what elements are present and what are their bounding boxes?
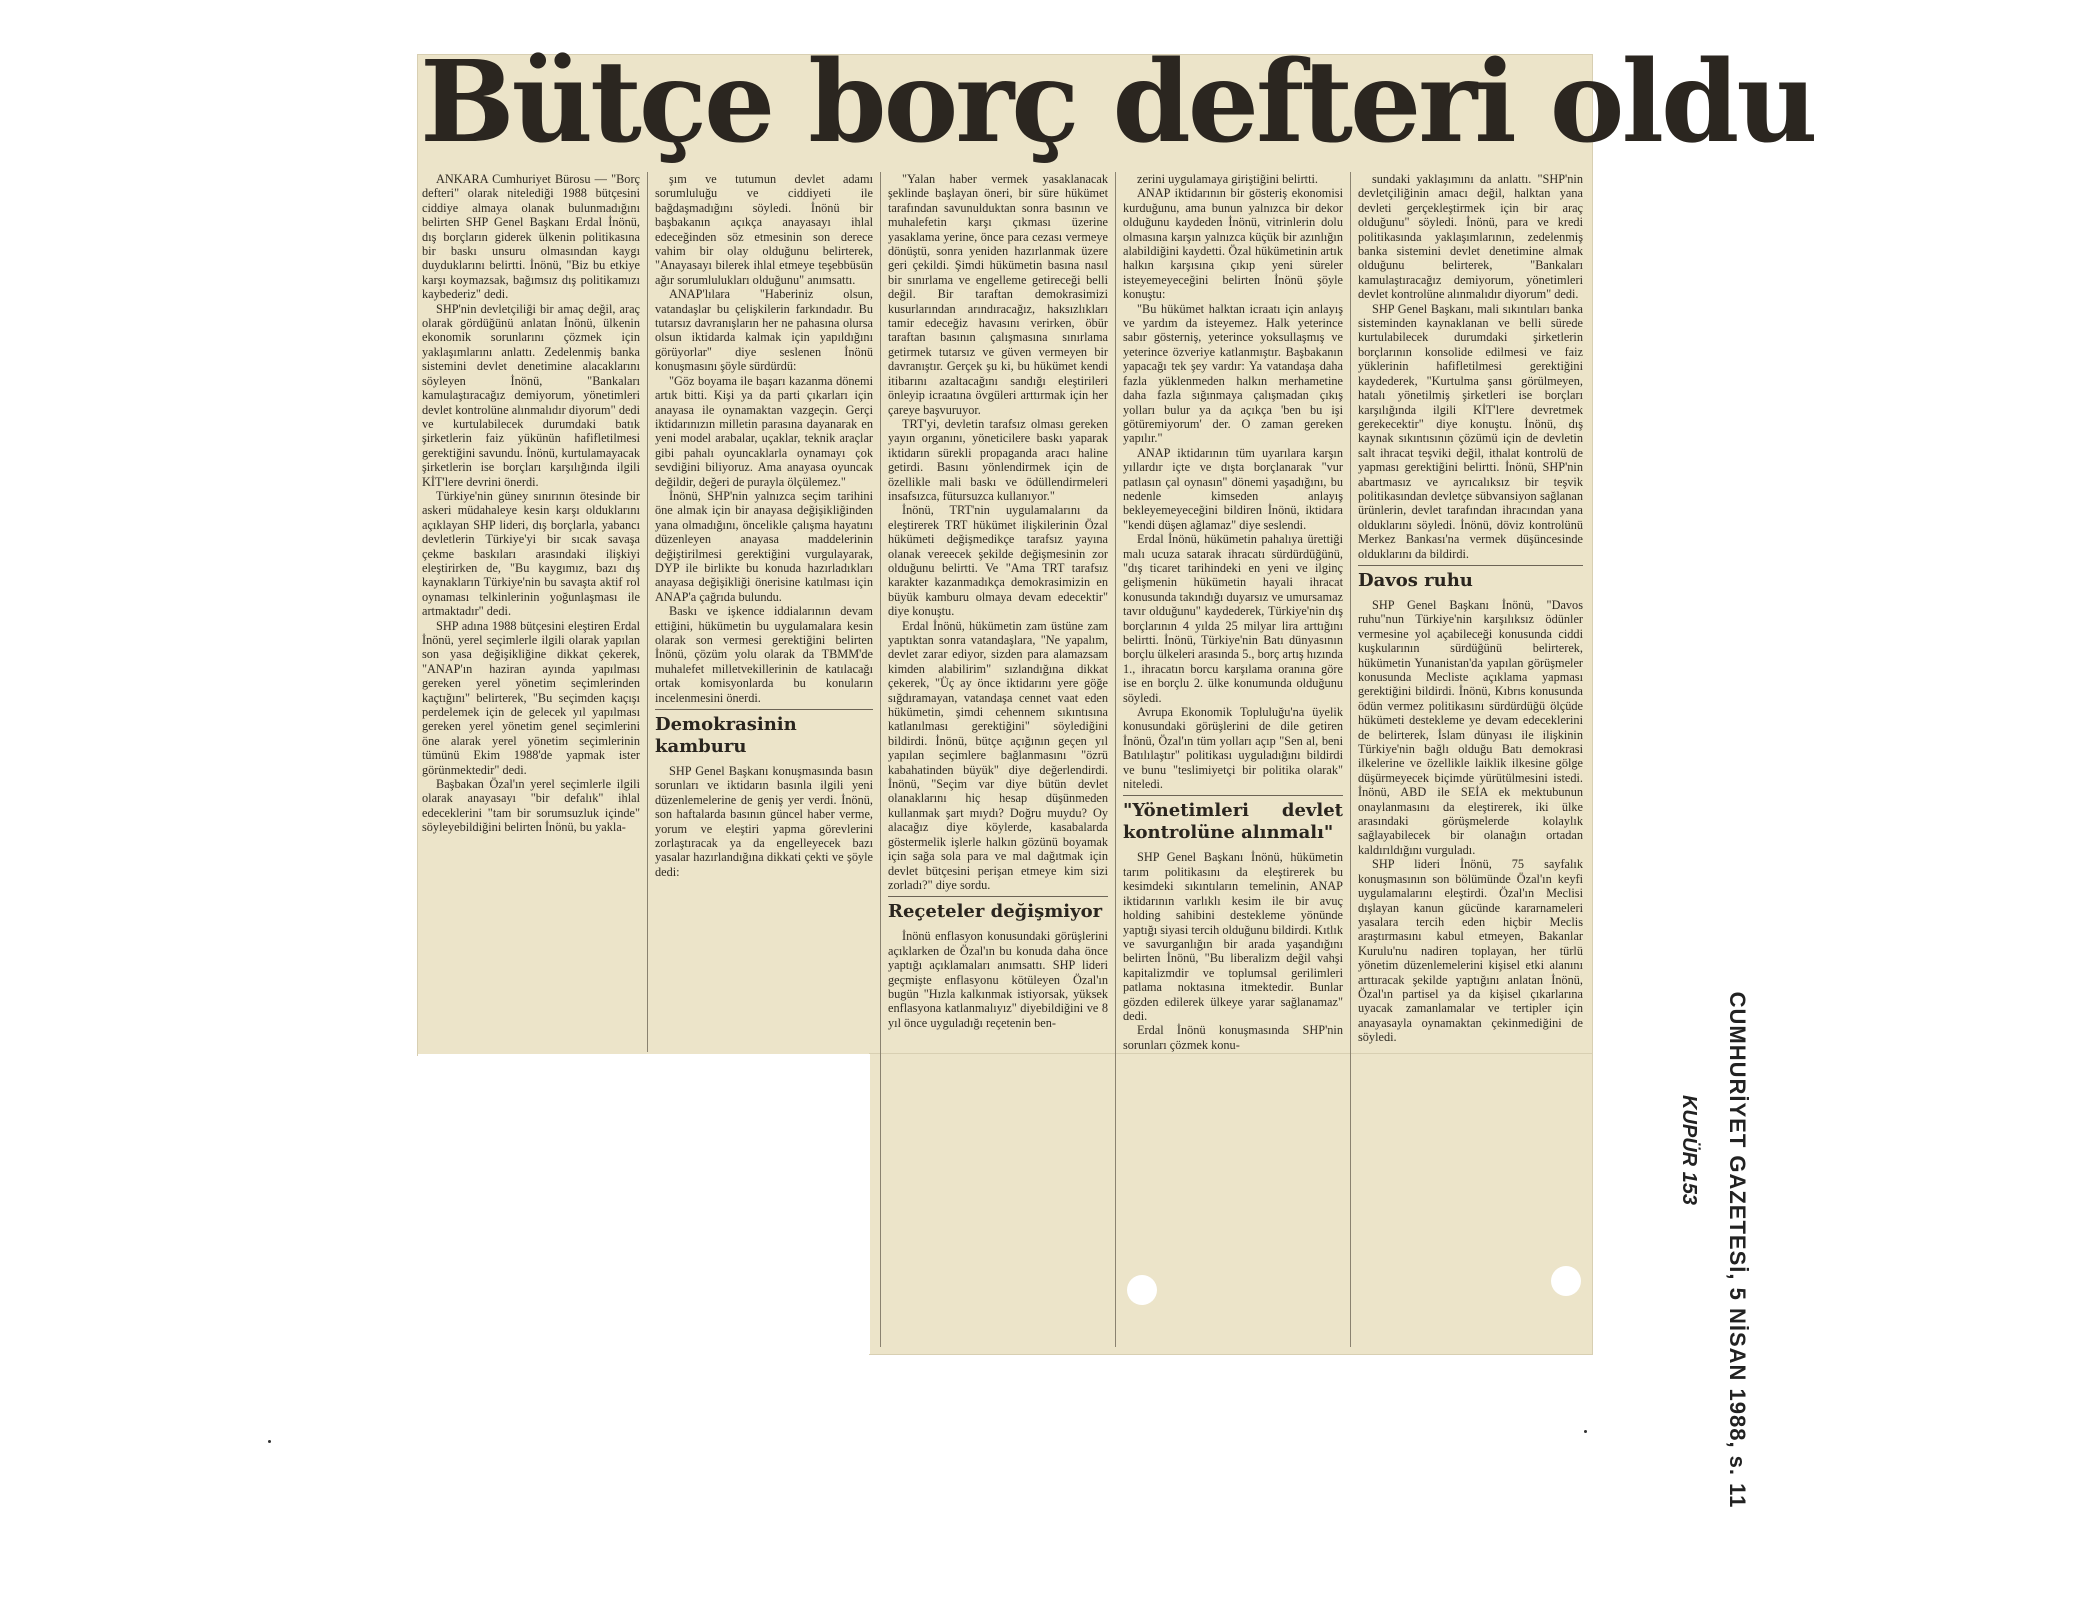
paragraph: İnönü enflasyon konusundaki görüşlerini açıklarken de Özal'ın bu konuda daha önce yaptığı açıklamaları anımsattı. SHP lideri geçmişte enflasyonu kötüleyen Özal'ın bugün "Hızla kalkınmak istiyorsak, yüksek enflasyona katlanmalıyız" diyebildiğini ve 8 yıl önce uyguladığı reçetenin ben-	[888, 929, 1108, 1030]
column-rule	[1350, 172, 1351, 1347]
article-column-5	[1358, 172, 1583, 1347]
paragraph: Baskı ve işkence iddialarının devam ettiğini, hükümetin bu uygulamalara kesin olarak son vermesi gerektiğini belirten İnönü, çözüm yolu olarak da TBMM'de muhalefet milletvekillerinin de katılacağı ortak komisyonlarda bu konuların incelenmesini önerdi.	[655, 604, 873, 705]
subheading: "Yönetimleri devlet kontrolüne alınmalı"	[1123, 795, 1343, 844]
paragraph: Avrupa Ekonomik Topluluğu'na üyelik konusundaki görüşlerini de dile getiren İnönü, Özal'ın tüm yolları açıp "Sen al, beni Batılılaştır" politikası uyguladığını bildirdi ve bunu "teslimiyetçi bir politika olarak" niteledi.	[1123, 705, 1343, 792]
paragraph: İnönü, SHP'nin yalnızca seçim tarihini öne almak için bir anayasa değişikliğinden yana olmadığını, öncelikle çalışma hayatını düzenleyen anayasa maddelerinin değiştirilmesi gerektiğini vurgulayarak, DYP ile birlikte bu konuda hazırladıkları anayasa değişikliği önerisine katılması için ANAP'a çağrıda bulundu.	[655, 488, 873, 604]
paragraph: Erdal İnönü, hükümetin pahalıya ürettiği malı ucuza satarak ihracatı sürdürdüğünü, "dış ticaret tarihindeki en yeni ve ilginç gelişmenin hükümetin hayali ihracat konusunda takındığı duyarsız ve umursamaz tavır olduğunu" kaydederek, Türkiye'nin dış borçlarının 4 yılda 25 milyar lira arttığını belirtti. İnönü, Türkiye'nin Batı dünyasının borçlu ülkeleri arasında 5., borç artış hızında 1., ihracatın borcu karşılama oranına göre ise en borçlu 2. ülke konumunda olduğunu söyledi.	[1123, 532, 1343, 705]
column-rule	[880, 172, 881, 1347]
punch-hole	[1551, 1266, 1581, 1296]
paragraph: Erdal İnönü konuşmasında SHP'nin sorunları çözmek konu-	[1123, 1023, 1343, 1052]
paragraph: Türkiye'nin güney sınırının ötesinde bir askeri müdahaleye kesin karşı olduklarını açıklayan SHP lideri, dış borçlarla, yabancı devletlerin Türkiye'yi bir sıcak savaşa çekme baskıları arasındaki ilişkiyi eleştirirken de, "Bu kaygımız, bazı dış kaynakların Türkiye'nin bu savaşta aktif rol oynaması telkinlerinin yoğunlaşması ile artmaktadır" dedi.	[422, 488, 640, 619]
headline: Bütçe borç defteri oldu	[420, 37, 1815, 168]
source-citation: CUMHURİYET GAZETESİ, 5 NİSAN 1988, s. 11	[1725, 991, 1750, 1509]
column-rule	[1115, 172, 1116, 1347]
paragraph: TRT'yi, devletin tarafsız olması gereken yayın organını, yöneticilere baskı yaparak iktidarın sürekli propaganda aracı haline getirdi. Basını yönlendirmek için de özellikle mali baskı ve ödüllendirmeleri insafsızca, fütursuzca kullanıyor."	[888, 416, 1108, 503]
paragraph: ANAP'lılara "Haberiniz olsun, vatandaşlar bu çelişkilerin farkındadır. Bu tutarsız davranışların her ne pahasına olursa olsun iktidarda kalmak için yapıldığını görüyorlar" diye seslenen İnönü konuşmasını şöyle sürdürdü:	[655, 287, 873, 374]
paragraph: ANAP iktidarının tüm uyarılara karşın yıllardır içte ve dışta borçlanarak "vur patlasın çal oynasın" dönemi yaşadığını, bu nedenle kimseden anlayış bekleyemeyeceğini bildiren İnönü, iktidara "kendi düşen ağlamaz" diye seslendi.	[1123, 445, 1343, 532]
paragraph: sundaki yaklaşımını da anlattı. "SHP'nin devletçiliğinin amacı değil, halktan yana devleti gerçekleştirmek için bir araç olduğunu" söyledi. İnönü, para ve kredi politikasında yaklaşımlarının, zedelenmiş banka sistemini devlet denetimine almak olduğunu belirterek, "Bankaları kamulaştıracağız demiyorum, yönetimleri devlet kontrolüne alınmalıdır diyorum" dedi.	[1358, 172, 1583, 302]
article-column-2	[655, 172, 873, 1052]
article-column-1	[422, 172, 640, 1052]
subheading: Reçeteler değişmiyor	[888, 896, 1108, 923]
paragraph: SHP adına 1988 bütçesini eleştiren Erdal İnönü, yerel seçimlerle ilgili olarak yapılan son yasa değişikliğine dikkat çekerek, "ANAP'ın haziran ayında yapılması gereken yerel yönetim seçimlerinden kaçtığını" belirterek, "Bu seçimden kaçışı perdelemek için de gelecek yıl yapılması gereken yerel yönetim genel seçimlerini öne alarak yerel yönetim seçimlerinin tümünü Ekim 1988'de yapmak ister görünmektedir" dedi.	[422, 618, 640, 777]
paragraph: SHP'nin devletçiliği bir amaç değil, araç olarak gördüğünü anlatan İnönü, ülkenin ekonomik sorunlarını çözmek için yaklaşımlarını anlattı. Zedelenmiş banka sistemini devlet denetimine alacaklarını söyleyen İnönü, "Bankaları kamulaştıracağız demiyorum, yönetimleri devlet kontrolüne alınmalıdır diyorum" dedi ve kurtulabilecek durumdaki batık şirketlerin faiz yükünün hafifletilmesi gerektiğini savundu. İnönü, kurtulamayacak şirketlerin ise borçları karşılığında ilgili KİT'lere devrini önerdi.	[422, 301, 640, 489]
paragraph: SHP lideri İnönü, 75 sayfalık konuşmasının son bölümünde Özal'ın keyfi uygulamalarını eleştirdi. Özal'ın Meclisi dışlayan kanun gücünde kararnameleri yasalara tercih eden hiçbir Meclis araştırmasını kabul etmeyen, Bakanlar Kurulu'nu nadiren toplayan, her türlü yönetim düzenlemelerini kişisel etki alanını arttıracak şekilde yaptığını anlatan İnönü, Özal'ın partisel ya da kişisel çıkarlarına uyacak zamanlamalar ve tertipler için anayasayla oynamaktan çekinmediğini de söyledi.	[1358, 857, 1583, 1045]
paragraph: Başbakan Özal'ın yerel seçimlerle ilgili olarak anayasayı "bir defalık" ihlal edeceklerini "tam bir sorumsuzluk içinde" söyleyebildiğini belirten İnönü, bu yakla-	[422, 777, 640, 835]
scan-speck	[268, 1440, 271, 1443]
paragraph: SHP Genel Başkanı, mali sıkıntıları banka sisteminden kaynaklanan ve belli sürede kurtulabilecek durumdaki şirketlerin borçlarının konsolide edilmesi ve faiz yüklerinin hafifletilmesi gerektiğini kaydederek, "Kurtulma şansı görülmeyen, hatalı yönetilmiş şirketleri ise borçları karşılığında ilgili KİT'lere devretmek gerekecektir" diye konuştu. İnönü, dış kaynak sıkıntısının çözümü için de devletin salt ihracat teşviki değil, ithalat kontrolü de yapması gerektiğini belirtti. İnönü, SHP'nin abartmasız ve ayrıcalıksız bir teşvik politikasından devletçe sübvansiyon sağlanan ürünlerin, devlet tarafından ihracından yana olduklarını söyledi. İnönü, döviz kontrolünü Merkez Bankası'na vermek düşüncesinde olduklarını da bildirdi.	[1358, 301, 1583, 561]
paragraph: "Bu hükümet halktan icraatı için anlayış ve yardım da isteyemez. Halk yeterince sabır gösterniş, yeterince yoksullaşmış ve yeterince özveriye katlanmıştır. Başbakanın yapacağı tek şey vardır: Ya vatandaşa daha fazla yüklenmeden halkın merhametine daha fazla sığınmaya çalışmadan çıkış yolları bulur ya da açıkça 'ben bu işi götüremiyorum' der. O zaman gereken yapılır."	[1123, 301, 1343, 446]
paragraph: ANAP iktidarının bir gösteriş ekonomisi kurduğunu, ama bunun yalnızca bir dekor olduğunu kaydeden İnönü, vitrinlerin dolu olmasına karşın yalnızca küçük bir azınlığın alabildiğini kaydetti. Özal hükümetinin artık halkın karşısına çıkıp yeni süreler isteyemeyeceğini belirten İnönü şöyle konuştu:	[1123, 186, 1343, 302]
paragraph: SHP Genel Başkanı İnönü, "Davos ruhu"nun Türkiye'nin karşılıksız ödünler vermesine yol açabileceği konusunda ciddi kuşkularının sürdüğünü belirterek, hükümetin Yunanistan'da yapılan görüşmeler konusunda Mecliste açıklama yapması gerektiğini bildirdi. İnönü, Kıbrıs konusunda ödün vermez politikasını sürdürdüğü ölçüde hükümeti destekleme ye devam edeceklerini de belirterek, İslam dünyası ile ilişkinin Türkiye'nin bağlı olduğu Batı demokrasi ilkelerine ve özellikle laiklik ilkesine gölge düşürmeyecek biçimde yürütülmesini istedi. İnönü, ABD ile SEİA ek mektubunun onaylanmasını da eleştirerek, iki ülke arasındaki görüşmelerde kolaylık sağlayabilecek bir olanağın ortadan kaldırıldığını vurguladı.	[1358, 597, 1583, 857]
scan-speck	[1584, 1430, 1587, 1433]
paragraph: SHP Genel Başkanı İnönü, hükümetin tarım politikasını da eleştirerek bu kesimdeki sıkıntıların temelinin, ANAP iktidarının varlıklı kesim ile bir avuç holding sahibini destekleme yönünde yaptığı siyasi tercih olduğunu bildirdi. Kıtlık ve savurganlığın bir arada yaşandığını belirten İnönü, "Bu liberalizm değil vahşi kapitalizmdir ve toplumsal gerilimleri patlama noktasına itmektedir. Bunlar gözden edilerek ülkeye yarar sağlanamaz" dedi.	[1123, 850, 1343, 1023]
subheading: Demokrasinin kamburu	[655, 709, 873, 758]
subheading: Davos ruhu	[1358, 565, 1583, 592]
paragraph: Erdal İnönü, hükümetin zam üstüne zam yaptıktan sonra vatandaşlara, "Ne yapalım, devlet zarar ediyor, sizden para alamazsam kimden alabilirim" sızlandığına dikkat çekerek, "Üç ay önce iktidarını yere göğe sığdıramayan, vatandaşa cennet vaat eden hükümetin, şimdi cehennem sıkıntısına katlanılması gerektiğini" söylediğini bildirdi. İnönü, bütçe açığının geçen yıl yapılan seçimlere bağlanmasını "özrü kabahatinden büyük" diye değerlendirdi. İnönü, "Seçim var diye bütün devlet olanaklarını hiç hesap düşünmeden kullanmak şart mıydı? Doğru muydu? Oy alacağız diye köylerde, kasabalarda göstermelik işlerle halkın gözünü boyamak için sağa sola para ve mal dağıtmak için devlet bütçesini perişan etmeye kim sizi zorladı?" diye sordu.	[888, 618, 1108, 892]
clipping-cutout	[418, 1054, 870, 1354]
column-rule	[647, 172, 648, 1052]
paragraph: ANKARA Cumhuriyet Bürosu — "Borç defteri" olarak nitelediği 1988 bütçesini ciddiye almaya olanak bulunmadığını belirten SHP Genel Başkanı Erdal İnönü, dış borçların giderek ülkenin politikasına bir baskı unsuru olmasından kaygı duyduklarını belirtti. İnönü, "Biz bu etkiye karşı koymazsak, bağımsız dış politikamızı kaybederiz" dedi.	[422, 172, 640, 302]
paragraph: zerini uygulamaya giriştiğini belirtti.	[1137, 172, 1318, 186]
clipping-number: KUPÜR 153	[1678, 1094, 1700, 1206]
paragraph: şım ve tutumun devlet adamı sorumluluğu ve ciddiyeti ile bağdaşmadığını söyledi. İnönü bir başbakanın açıkça anayasayı ihlal edeceğinden söz etmesinin son derece vahim bir olay olduğunu belirterek, "Anayasayı bilerek ihlal etmeye teşebbüsün ağır sorumlulukları olduğunu" anımsattı.	[655, 172, 873, 287]
paragraph: İnönü, TRT'nin uygulamalarını da eleştirerek TRT hükümet ilişkilerinin Özal hükümeti değişmedikçe tarafsız yayına olanak vereecek şekilde değişmesinin zor olduğunu belirtti. Ve "Ama TRT tarafsız karakter kazanmadıkça demokrasimizin en büyük kamburu olmaya devam edecektir" diye konuştu.	[888, 503, 1108, 619]
paragraph: SHP Genel Başkanı konuşmasında basın sorunları ve iktidarın basınla ilgili yeni düzenlemelerine de geniş yer verdi. İnönü, son haftalarda basının güncel haber verme, yorum ve eleştiri yapma görevlerini zorlaştıracak ya da engelleyecek bazı yasalar hazırlandığına dikkati çekti ve şöyle dedi:	[655, 764, 873, 879]
paragraph: "Göz boyama ile başarı kazanma dönemi artık bitti. Kişi ya da parti çıkarları için anayasa ile oynamaktan vazgeçin. Gerçi iktidarınızın milletin parasına dayanarak en yeni model arabalar, uçaklar, teknik araçlar gibi pahalı oyuncaklarla oynamayı çok sevdiğini biliyoruz. Ama anayasa oyuncak değildir, değeri de purayla ölçülemez."	[655, 373, 873, 489]
article-column-3	[888, 172, 1108, 1347]
paragraph: "Yalan haber vermek yasaklanacak şeklinde başlayan öneri, bir süre hükümet tarafından savunulduktan sonra basının ve muhalefetin karşı çıkması üzerine yasaklama yerine, önce para cezası vermeye dönüştü, sonra yeniden hazırlanmak üzere geri çekildi. Şimdi hükümetin basına nasıl bir sınırlama ve engelleme getireceği belli değil. Bir taraftan demokrasimizi kusurlarından arındıracağız, haksızlıkları tamir edeceğiz havasını verirken, öbür taraftan basının çalışmasına sınırlama getirmek tutarsız ve güven vermeyen bir davranıştır. Gerçek şu ki, bu hükümet kendi itibarını azaltacağını sandığı eleştirileri önleyip icraatına övgüleri arttırmak için her çareye başvuruyor.	[888, 172, 1108, 417]
punch-hole	[1127, 1275, 1157, 1305]
article-column-4	[1123, 172, 1343, 1347]
